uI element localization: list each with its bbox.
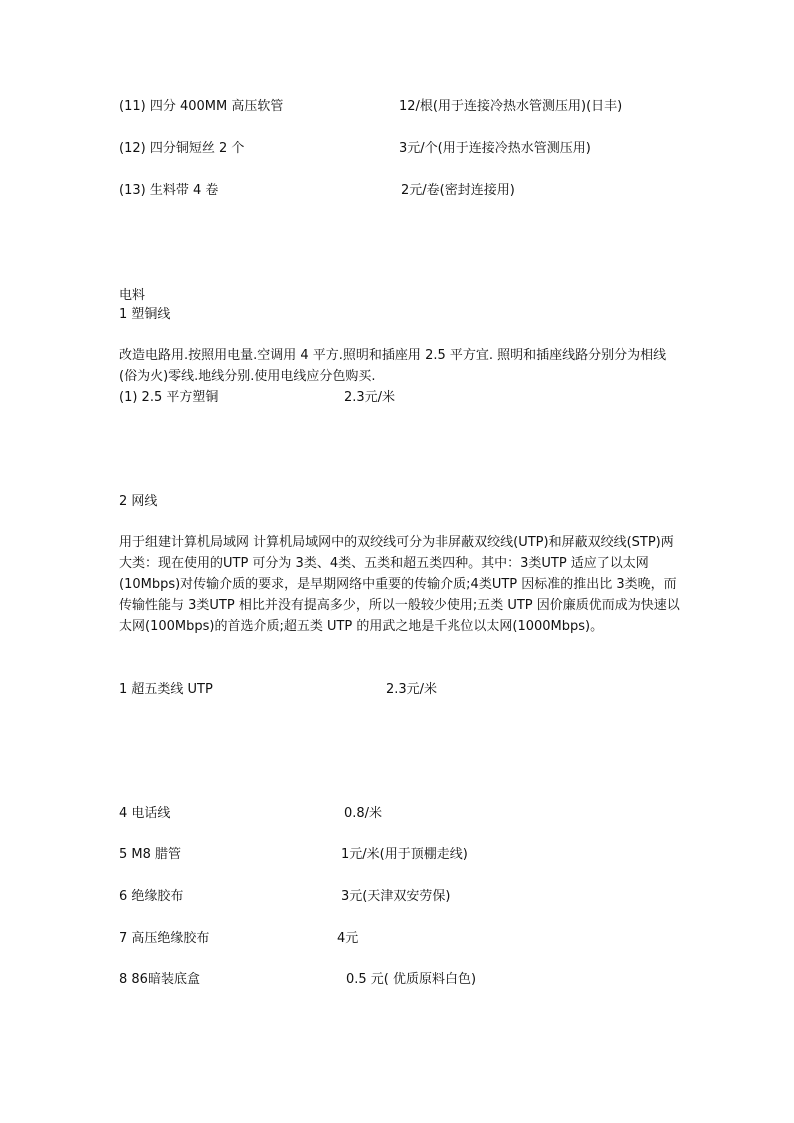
item-price: 3元/个(用于连接冷热水管测压用) — [399, 141, 591, 156]
wire-description: 改造电路用.按照用电量.空调用 4 平方.照明和插座用 2.5 平方宜. 照明和插座线路分别分为相线(俗为火)零线.地线分别.使用电线应分色购买. — [119, 348, 667, 384]
item-price: 4元 — [337, 931, 359, 946]
subsection-heading: 2 网线 — [119, 494, 158, 509]
item-name: (11) 四分 400MM 高压软管 — [119, 99, 284, 114]
item-price: 1元/米(用于顶棚走线) — [341, 847, 468, 862]
item-name: 4 电话线 — [119, 806, 171, 821]
item-price: 2.3元/米 — [386, 682, 438, 697]
subsection-heading: 1 塑铜线 — [119, 307, 171, 322]
item-name: (13) 生料带 4 卷 — [119, 183, 219, 198]
item-name: 6 绝缘胶布 — [119, 889, 184, 904]
item-name: (12) 四分铜短丝 2 个 — [119, 141, 245, 156]
section-title: 电料 — [119, 288, 146, 303]
item-price: 0.8/米 — [344, 806, 383, 821]
item-price: 12/根(用于连接冷热水管测压用)(日丰) — [399, 99, 623, 114]
item-price: 0.5 元( 优质原料白色) — [346, 972, 477, 987]
item-name: 1 超五类线 UTP — [119, 682, 213, 697]
item-price: 3元(天津双安劳保) — [341, 889, 451, 904]
item-price: 2.3元/米 — [344, 390, 396, 405]
item-name: (1) 2.5 平方塑铜 — [119, 390, 219, 405]
item-name: 7 高压绝缘胶布 — [119, 931, 210, 946]
item-name: 5 M8 腊管 — [119, 847, 182, 862]
item-price: 2元/卷(密封连接用) — [401, 183, 515, 198]
item-name: 8 86暗装底盒 — [119, 972, 200, 987]
network-description: 用于组建计算机局域网 计算机局域网中的双绞线可分为非屏蔽双绞线(UTP)和屏蔽双绞线(STP)两大类：现在使用的UTP 可分为 3类、4类、五类和超五类四种。其中：3类UTP 适应了以太网(10Mbps)对传输介质的要求，是早期网络中重要的传输介质;4类UTP 因标准的推出比 3类晚，而传输性能与 3类UTP 相比并没有提高多少，所以一般较少使用;五类 UTP 因价廉质优而成为快速以太网(100Mbps)的首选介质;超五类 UTP 的用武之地是千兆位以太网(1000Mbps)。 — [119, 535, 680, 634]
